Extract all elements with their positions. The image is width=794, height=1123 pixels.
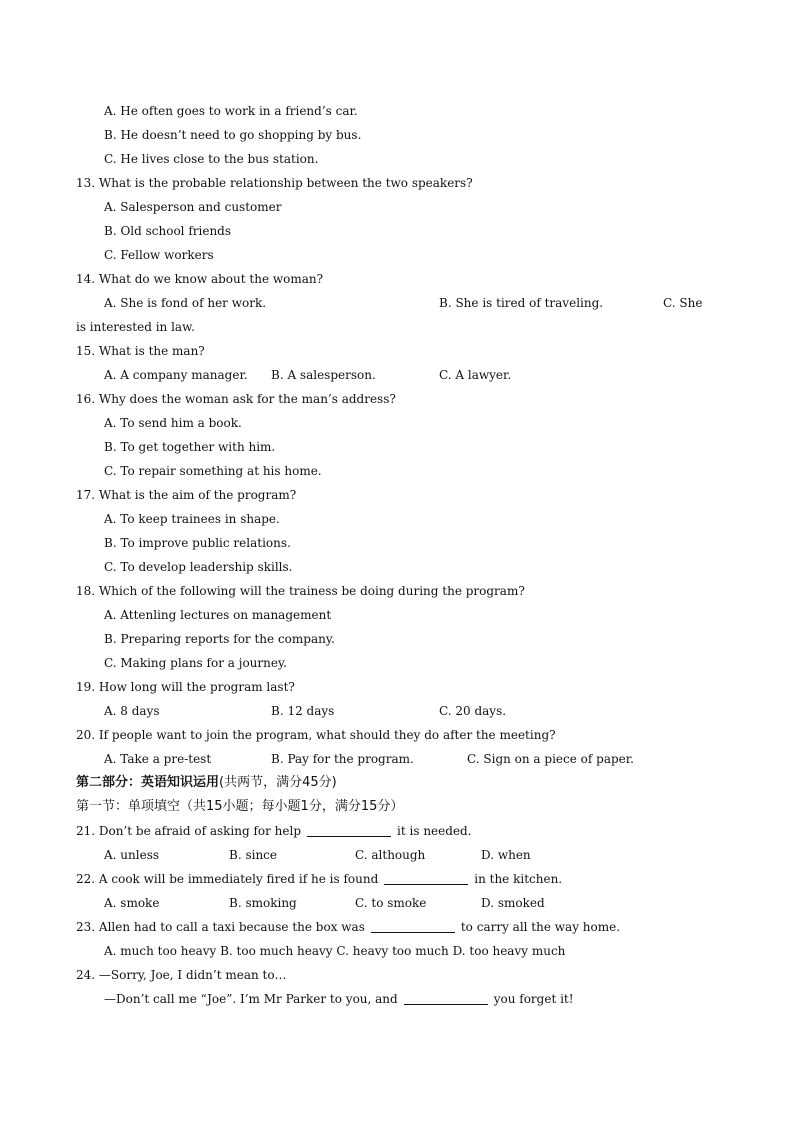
q12-option-a: A. He often goes to work in a friend’s car. [104, 104, 358, 118]
q17-option-b: B. To improve public relations. [104, 536, 291, 550]
q13-stem: 13. What is the probable relationship between the two speakers? [76, 176, 473, 190]
q16-option-c: C. To repair something at his home. [104, 464, 322, 478]
part2-note: (共两节，满分45分) [219, 775, 337, 790]
q16-option-a: A. To send him a book. [104, 416, 242, 430]
q22-option-b: B. smoking [229, 896, 297, 910]
q22-option-a: A. smoke [104, 896, 160, 910]
q19-stem: 19. How long will the program last? [76, 680, 295, 694]
q23-stem-before: 23. Allen had to call a taxi because the box was [76, 920, 365, 934]
q22-answer-blank[interactable] [384, 870, 468, 885]
q18-stem: 18. Which of the following will the trainess be doing during the program? [76, 584, 525, 598]
q14-option-a: A. She is fond of her work. [104, 296, 267, 310]
q24-line2-before: —Don’t call me “Joe”. I’m Mr Parker to you, and [104, 992, 398, 1006]
q23-stem-after: to carry all the way home. [460, 920, 621, 934]
q24-answer-blank[interactable] [404, 990, 488, 1005]
q18-option-a: A. Attenling lectures on management [104, 608, 332, 622]
q24-line2-after: you forget it! [493, 992, 574, 1006]
q17-option-a: A. To keep trainees in shape. [104, 512, 280, 526]
q15-stem: 15. What is the man? [76, 344, 205, 358]
q19-option-c: C. 20 days. [439, 704, 507, 718]
q21-stem-after: it is needed. [397, 824, 472, 838]
q20-stem: 20. If people want to join the program, what should they do after the meeting? [76, 728, 556, 742]
q21-option-a: A. unless [104, 848, 160, 862]
q18-option-c: C. Making plans for a journey. [104, 656, 287, 670]
q22-stem-before: 22. A cook will be immediately fired if he is found [76, 872, 379, 886]
q23-answer-blank[interactable] [371, 918, 455, 933]
q22-options-row [0, 891, 794, 915]
q17-option-c: C. To develop leadership skills. [104, 560, 293, 574]
q24-line1: 24. —Sorry, Joe, I didn’t mean to… [76, 968, 287, 982]
q19-option-a: A. 8 days [104, 704, 160, 718]
q14-option-c-part2: is interested in law. [76, 320, 195, 334]
q19-options-row [0, 699, 794, 723]
q20-option-a: A. Take a pre-test [104, 752, 212, 766]
q13-option-a: A. Salesperson and customer [104, 200, 282, 214]
q21-option-b: B. since [229, 848, 277, 862]
q16-stem: 16. Why does the woman ask for the man’s address? [76, 392, 396, 406]
q19-option-b: B. 12 days [271, 704, 335, 718]
q16-option-b: B. To get together with him. [104, 440, 276, 454]
q12-option-c: C. He lives close to the bus station. [104, 152, 319, 166]
q22-option-c: C. to smoke [355, 896, 427, 910]
q14-options-row [0, 291, 794, 315]
q21-stem [0, 819, 794, 843]
section1-heading: 第一节：单项填空（共15小题；每小题1分，满分15分） [76, 799, 404, 814]
q22-option-d: D. smoked [481, 896, 545, 910]
q18-option-b: B. Preparing reports for the company. [104, 632, 335, 646]
q21-option-c: C. although [355, 848, 426, 862]
q12-option-b: B. He doesn’t need to go shopping by bus. [104, 128, 362, 142]
q23-options: A. much too heavy B. too much heavy C. heavy too much D. too heavy much [104, 944, 566, 958]
q21-stem-before: 21. Don’t be afraid of asking for help [76, 824, 302, 838]
q13-option-b: B. Old school friends [104, 224, 232, 238]
part2-title: 第二部分：英语知识运用 [76, 775, 220, 790]
q14-option-c-part1: C. She [663, 296, 703, 310]
q22-stem-after: in the kitchen. [474, 872, 563, 886]
q21-answer-blank[interactable] [307, 822, 391, 837]
part2-heading [0, 771, 794, 795]
q20-option-c: C. Sign on a piece of paper. [467, 752, 634, 766]
q13-option-c: C. Fellow workers [104, 248, 214, 262]
q20-option-b: B. Pay for the program. [271, 752, 414, 766]
q15-option-c: C. A lawyer. [439, 368, 512, 382]
q15-option-a: A. A company manager. [104, 368, 248, 382]
q21-option-d: D. when [481, 848, 531, 862]
q17-stem: 17. What is the aim of the program? [76, 488, 297, 502]
q14-stem: 14. What do we know about the woman? [76, 272, 324, 286]
q14-option-b: B. She is tired of traveling. [439, 296, 604, 310]
q23-stem [0, 915, 794, 939]
q21-options-row [0, 843, 794, 867]
q22-stem [0, 867, 794, 891]
q15-options-row [0, 363, 794, 387]
q15-option-b: B. A salesperson. [271, 368, 376, 382]
q20-options-row [0, 747, 794, 771]
q24-line2 [0, 987, 794, 1011]
